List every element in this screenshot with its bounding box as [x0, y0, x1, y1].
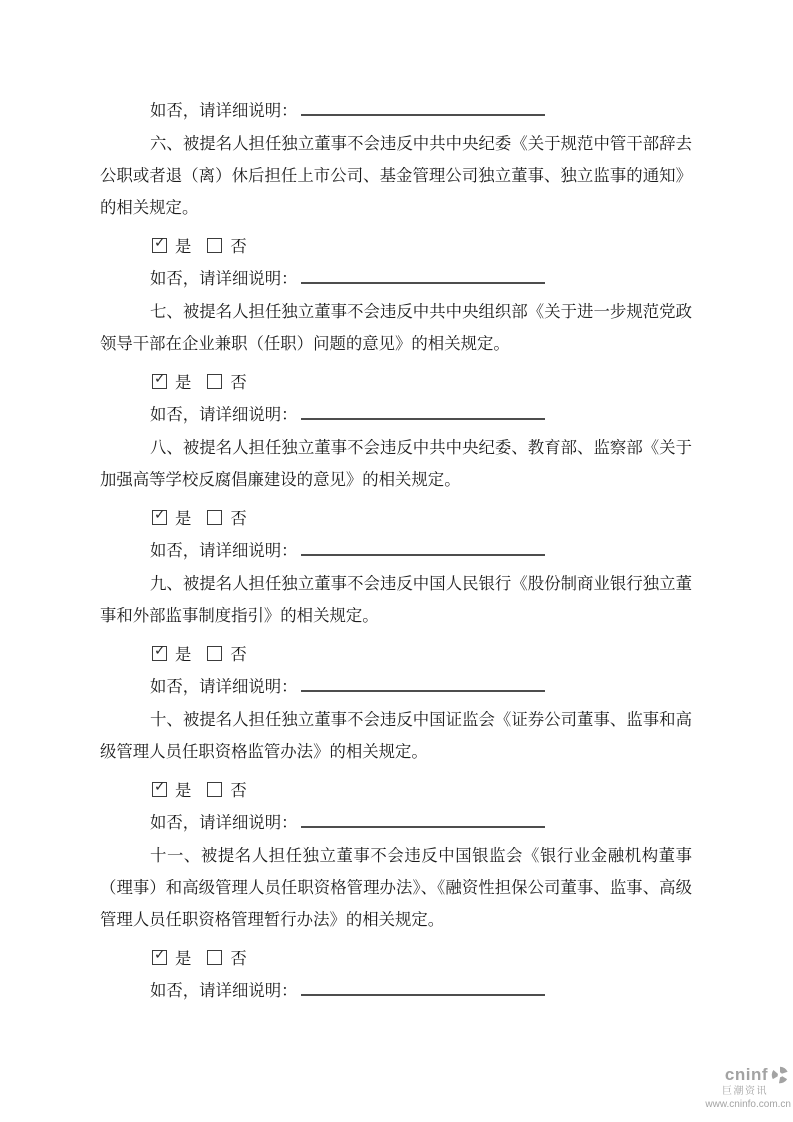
detail-prompt-label: 如否，请详细说明： — [150, 677, 298, 696]
question-text: 九、被提名人担任独立董事不会违反中国人民银行《股份制商业银行独立董事和外部监事制度指引》的相关规定。 — [100, 574, 692, 625]
yes-label: 是 — [175, 781, 192, 800]
no-label: 否 — [230, 781, 247, 800]
yes-no-row — [100, 941, 692, 973]
no-checkbox[interactable] — [207, 238, 222, 253]
question-text: 十、被提名人担任独立董事不会违反中国证监会《证券公司董事、监事和高级管理人员任职资格监管办法》的相关规定。 — [100, 710, 692, 761]
no-label: 否 — [230, 373, 247, 392]
yes-label: 是 — [175, 949, 192, 968]
blank-underline[interactable] — [301, 810, 545, 828]
no-label: 否 — [230, 237, 247, 256]
check-icon: ✓ — [154, 778, 166, 795]
no-label: 否 — [230, 949, 247, 968]
question-item-6 — [100, 128, 692, 295]
detail-line — [100, 535, 692, 567]
question-item-8 — [100, 432, 692, 567]
yes-label: 是 — [175, 237, 192, 256]
yes-label: 是 — [175, 645, 192, 664]
question-item-11 — [100, 840, 692, 1007]
yes-no-row — [100, 229, 692, 261]
blank-underline[interactable] — [301, 402, 545, 420]
detail-line — [100, 975, 692, 1007]
no-label: 否 — [230, 509, 247, 528]
yes-no-row — [100, 773, 692, 805]
no-label: 否 — [230, 645, 247, 664]
yes-checkbox[interactable] — [152, 946, 167, 965]
yes-checkbox[interactable] — [152, 506, 167, 525]
blank-underline[interactable] — [301, 98, 545, 116]
detail-prompt-label: 如否，请详细说明： — [150, 269, 298, 288]
question-text: 六、被提名人担任独立董事不会违反中共中央纪委《关于规范中管干部辞去公职或者退（离）休后担任上市公司、基金管理公司独立董事、独立监事的通知》的相关规定。 — [100, 134, 692, 217]
no-checkbox[interactable] — [207, 646, 222, 661]
cninfo-brand-text: cninf — [724, 1065, 768, 1085]
no-checkbox[interactable] — [207, 782, 222, 797]
question-item-9 — [100, 568, 692, 703]
blank-underline[interactable] — [301, 674, 545, 692]
check-icon: ✓ — [154, 234, 166, 251]
question-item-10 — [100, 704, 692, 839]
question-text: 七、被提名人担任独立董事不会违反中共中央组织部《关于进一步规范党政领导干部在企业兼职（任职）问题的意见》的相关规定。 — [100, 302, 692, 353]
yes-checkbox[interactable] — [152, 642, 167, 661]
yes-no-row — [100, 365, 692, 397]
detail-line — [100, 95, 692, 127]
no-checkbox[interactable] — [207, 510, 222, 525]
detail-line — [100, 671, 692, 703]
detail-prompt-label: 如否，请详细说明： — [150, 405, 298, 424]
detail-line — [100, 399, 692, 431]
cninfo-logo — [705, 1064, 791, 1110]
question-item-7 — [100, 296, 692, 431]
cninfo-chinese-name: 巨潮资讯 — [722, 1086, 768, 1097]
cninfo-url: www.cninfo.com.cn — [705, 1098, 791, 1110]
detail-prompt-label: 如否，请详细说明： — [150, 981, 298, 1000]
detail-line — [100, 807, 692, 839]
check-icon: ✓ — [154, 370, 166, 387]
detail-prompt-label: 如否，请详细说明： — [150, 101, 298, 120]
detail-line — [100, 263, 692, 295]
blank-underline[interactable] — [301, 266, 545, 284]
question-text: 十一、被提名人担任独立董事不会违反中国银监会《银行业金融机构董事（理事）和高级管理人员任职资格管理办法》、《融资性担保公司董事、监事、高级管理人员任职资格管理暂行办法》的相关规定。 — [100, 846, 692, 929]
yes-checkbox[interactable] — [152, 234, 167, 253]
yes-no-row — [100, 501, 692, 533]
no-checkbox[interactable] — [207, 374, 222, 389]
yes-no-row — [100, 637, 692, 669]
no-checkbox[interactable] — [207, 950, 222, 965]
yes-checkbox[interactable] — [152, 370, 167, 389]
yes-checkbox[interactable] — [152, 778, 167, 797]
pinwheel-logo-icon — [769, 1064, 791, 1086]
question-text: 八、被提名人担任独立董事不会违反中共中央纪委、教育部、监察部《关于加强高等学校反腐倡廉建设的意见》的相关规定。 — [100, 438, 692, 489]
check-icon: ✓ — [154, 506, 166, 523]
blank-underline[interactable] — [301, 538, 545, 556]
yes-label: 是 — [175, 509, 192, 528]
detail-prompt-label: 如否，请详细说明： — [150, 541, 298, 560]
cninfo-logo-row — [705, 1064, 791, 1086]
check-icon: ✓ — [154, 946, 166, 963]
yes-label: 是 — [175, 373, 192, 392]
blank-underline[interactable] — [301, 978, 545, 996]
detail-prompt-label: 如否，请详细说明： — [150, 813, 298, 832]
check-icon: ✓ — [154, 642, 166, 659]
